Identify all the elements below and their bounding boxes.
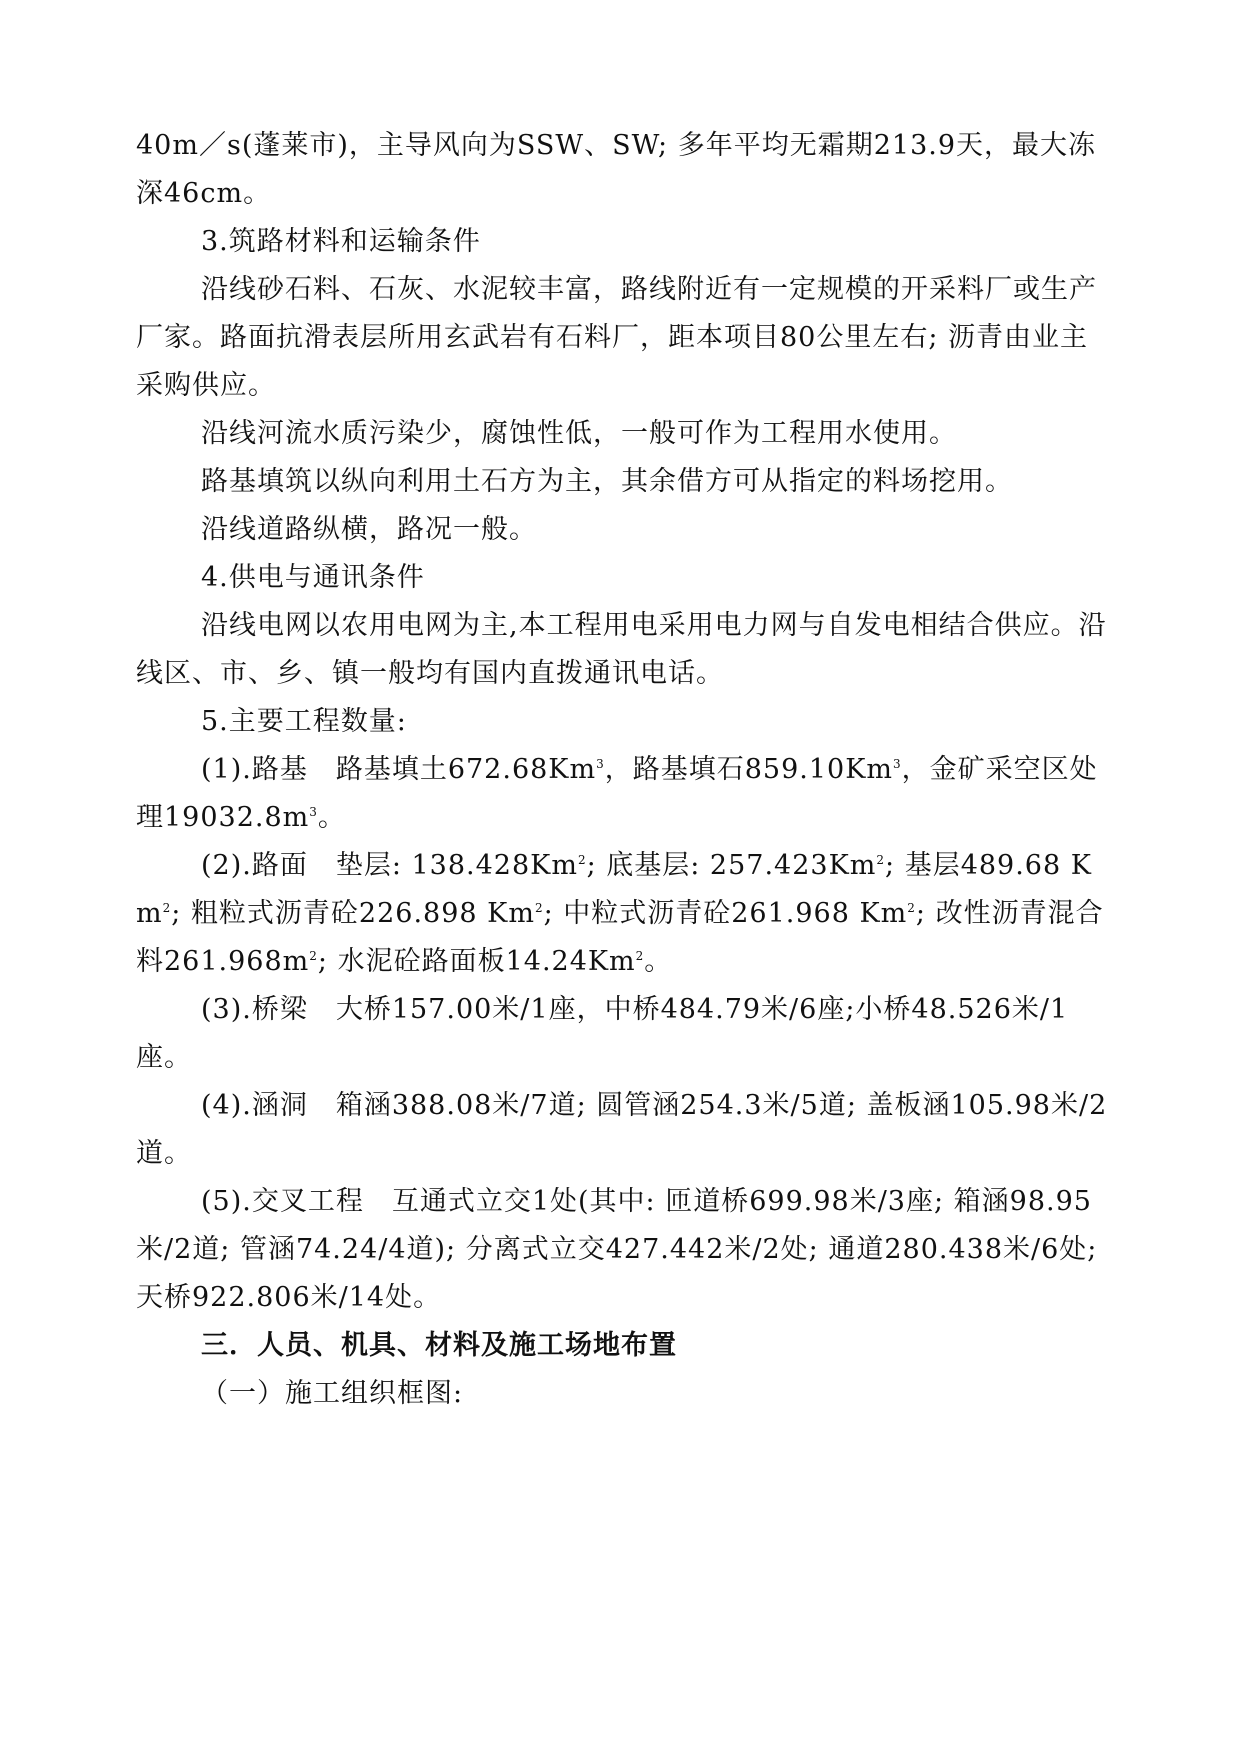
heading-power: 4.供电与通讯条件	[201, 562, 425, 593]
roadbed-text-c: ，金矿采空区处理19032.8m	[136, 754, 1098, 833]
roadbed-text-a: (1).路基 路基填土672.68Km	[201, 754, 597, 785]
pavement-sup-5: 2	[907, 901, 916, 915]
document-body	[136, 122, 1116, 1418]
paragraph-earthwork: 路基填筑以纵向利用土石方为主，其余借方可从指定的料场挖用。	[201, 466, 1013, 497]
heading-materials: 3.筑路材料和运输条件	[201, 226, 481, 257]
heading-quantities: 5.主要工程数量:	[201, 706, 407, 737]
paragraph-pavement	[136, 842, 1116, 986]
pavement-sup-6: 2	[309, 949, 318, 963]
pavement-sup-4: 2	[534, 901, 544, 915]
pavement-text-e: ; 中粒式沥青砼261.968 Km	[543, 898, 908, 929]
pavement-text-c: ; 基层489.68 Km	[136, 850, 1092, 929]
section-heading: 三．人员、机具、材料及施工场地布置	[201, 1330, 677, 1361]
pavement-text-a: (2).路面 垫层: 138.428Km	[201, 850, 578, 881]
pavement-sup-2: 2	[876, 853, 886, 867]
pavement-text-h: 。	[644, 946, 673, 977]
pavement-text-f: ; 改性沥青混合料261.968m	[136, 898, 1104, 977]
pavement-text-b: ; 底基层: 257.423Km	[586, 850, 877, 881]
pavement-sup-3: 2	[162, 901, 172, 915]
roadbed-sup-3: 3	[309, 805, 318, 819]
paragraph-culverts: (4).涵洞 箱涵388.08米/7道; 圆管涵254.3米/5道; 盖板涵105.98米/2道。	[136, 1090, 1108, 1169]
paragraph-bridges: (3).桥梁 大桥157.00米/1座，中桥484.79米/6座;小桥48.526米/1座。	[136, 994, 1069, 1073]
paragraph-roads: 沿线道路纵横，路况一般。	[201, 514, 537, 545]
pavement-sup-1: 2	[577, 853, 587, 867]
pavement-text-d: ; 粗粒式沥青砼226.898 Km	[171, 898, 535, 929]
sub-heading: （一）施工组织框图:	[201, 1378, 464, 1409]
roadbed-text-b: ，路基填石859.10Km	[604, 754, 893, 785]
paragraph-materials-supply: 沿线砂石料、石灰、水泥较丰富，路线附近有一定规模的开采料厂或生产厂家。路面抗滑表层所用玄武岩有石料厂，距本项目80公里左右; 沥青由业主采购供应。	[136, 274, 1097, 401]
pavement-text-g: ; 水泥砼路面板14.24Km	[317, 946, 636, 977]
paragraph-interchange: (5).交叉工程 互通式立交1处(其中: 匝道桥699.98米/3座; 箱涵98.95米/2道; 管涵74.24/4道); 分离式立交427.442米/2处; 通道280.438米/6处; 天桥922.806米/14处。	[136, 1186, 1098, 1313]
roadbed-text-d: 。	[317, 802, 346, 833]
paragraph-roadbed	[136, 746, 1116, 842]
roadbed-sup-2: 3	[892, 757, 902, 771]
roadbed-sup-1: 3	[596, 757, 605, 771]
paragraph-power: 沿线电网以农用电网为主,本工程用电采用电力网与自发电相结合供应。沿线区、市、乡、镇一般均有国内直拨通讯电话。	[136, 610, 1107, 689]
paragraph-wind: 40m／s(蓬莱市)，主导风向为SSW、SW; 多年平均无霜期213.9天，最大冻深46cm。	[136, 130, 1097, 209]
pavement-sup-7: 2	[635, 949, 645, 963]
paragraph-water-quality: 沿线河流水质污染少，腐蚀性低，一般可作为工程用水使用。	[201, 418, 957, 449]
